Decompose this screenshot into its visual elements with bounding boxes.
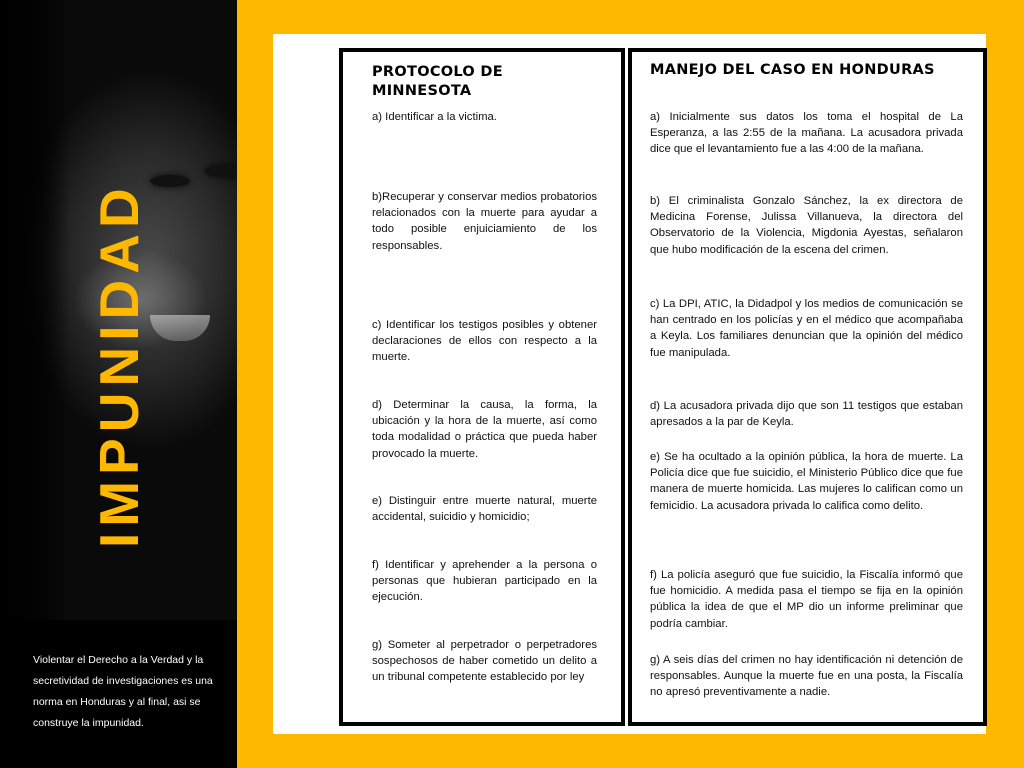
honduras-item-b: b) El criminalista Gonzalo Sánchez, la ex directora de Medicina Forense, Julissa Villanueva, la directora del Observatorio de la Violencia, Migdonia Ayestas, señalaron que hubo modificación de la escena del crimen. bbox=[650, 195, 963, 256]
honduras-item-e: e) Se ha ocultado a la opinión pública, la hora de muerte. La Policía dice que fue suicidio, el Ministerio Público dice que fue manera de muerte homicida. Las mujeres lo califican como un femicidio. La acusadora privada lo califica como delito. bbox=[650, 451, 963, 512]
honduras-column bbox=[628, 48, 987, 726]
minnesota-item-f: f) Identificar y aprehender a la persona o personas que hubieran participado en la ejecución. bbox=[372, 559, 597, 604]
minnesota-item-d: d) Determinar la causa, la forma, la ubicación y la hora de la muerte, así como toda modalidad o práctica que pueda haber provocado la muerte. bbox=[372, 399, 597, 460]
honduras-item-a: a) Inicialmente sus datos los toma el hospital de La Esperanza, a las 2:55 de la mañana. La acusadora privada dice que el levantamiento fue a las 4:00 de la mañana. bbox=[650, 111, 963, 156]
honduras-item-f: f) La policía aseguró que fue suicidio, la Fiscalía informó que fue homicidio. A medida pasa el tiempo se fija en la opinión pública la idea de que el MP dio un informe preliminar que podría cambiar. bbox=[650, 569, 963, 630]
portrait-eye bbox=[150, 175, 190, 187]
impunidad-title: IMPUNIDAD bbox=[88, 182, 150, 548]
sidebar-caption: Violentar el Derecho a la Verdad y la secretividad de investigaciones es una norma en Honduras y al final, asi se construye la impunidad. bbox=[33, 654, 213, 729]
portrait-smile bbox=[150, 315, 210, 341]
minnesota-column bbox=[339, 48, 625, 726]
portrait-eye bbox=[205, 165, 237, 177]
honduras-item-g: g) A seis días del crimen no hay identificación ni detención de responsables. Aunque la muerte fue en una posta, la Fiscalía no apresó preventivamente a nadie. bbox=[650, 654, 963, 699]
minnesota-title: PROTOCOLO DE MINNESOTA bbox=[372, 64, 503, 99]
minnesota-item-e: e) Distinguir entre muerte natural, muerte accidental, suicidio y homicidio; bbox=[372, 495, 597, 524]
minnesota-item-a: a) Identificar a la victima. bbox=[372, 111, 497, 123]
minnesota-item-c: c) Identificar los testigos posibles y obtener declaraciones de ellos con respecto a la muerte. bbox=[372, 319, 597, 364]
minnesota-item-b: b)Recuperar y conservar medios probatorios relacionados con la muerte para ayudar a todo posible enjuiciamiento de los responsables. bbox=[372, 191, 597, 252]
honduras-item-c: c) La DPI, ATIC, la Didadpol y los medios de comunicación se han centrado en los policías y en el médico que acompañaba a Keyla. Los familiares denuncian que la opinión del médico fue manipulada. bbox=[650, 298, 963, 359]
minnesota-item-g: g) Someter al perpetrador o perpetradores sospechosos de haber cometido un delito a un tribunal competente establecido por ley bbox=[372, 639, 597, 684]
left-panel bbox=[0, 0, 237, 768]
honduras-item-d: d) La acusadora privada dijo que son 11 testigos que estaban apresados a la par de Keyla. bbox=[650, 400, 963, 429]
honduras-title: MANEJO DEL CASO EN HONDURAS bbox=[650, 62, 935, 78]
